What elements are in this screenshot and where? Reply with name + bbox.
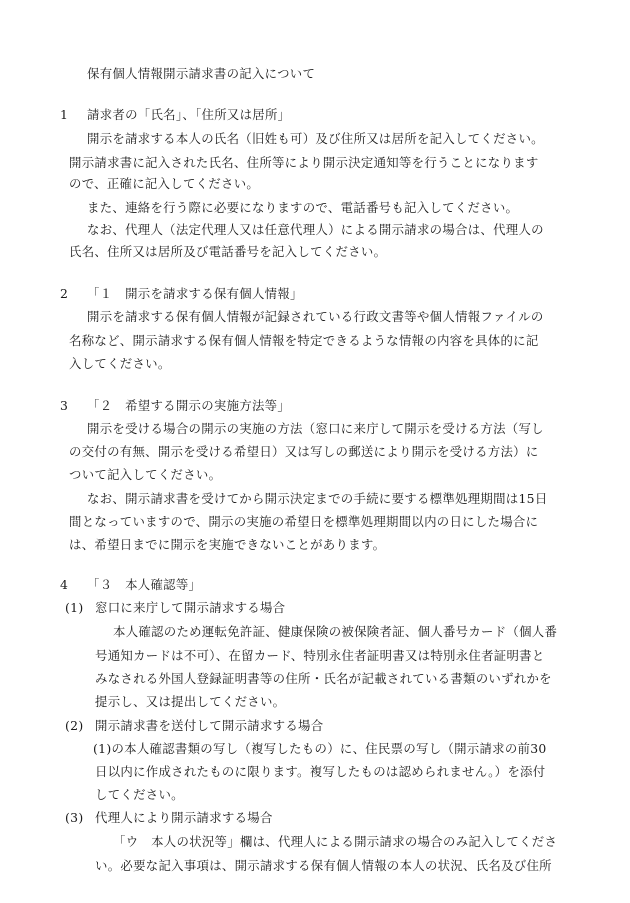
subsection-3-line: い。必要な記入事項は、開示請求する保有個人情報の本人の状況、氏名及び住所 — [95, 858, 552, 873]
subsection-2-line: してください。 — [95, 787, 184, 802]
section-4-number: 4 — [60, 577, 69, 592]
section-3-line: なお、開示請求書を受けてから開示決定までの手続に要する標準処理期間は15日 — [87, 491, 548, 506]
subsection-2-line: (1)の本人確認書類の写し（複写したもの）に、住民票の写し（開示請求の前30 — [93, 741, 547, 756]
section-1-line: 氏名、住所又は居所及び電話番号を記入してください。 — [69, 244, 387, 259]
section-1-line: ので、正確に記入してください。 — [69, 176, 260, 191]
section-1-line: なお、代理人（法定代理人又は任意代理人）による開示請求の場合は、代理人の — [87, 222, 544, 237]
section-2-number: 2 — [60, 286, 69, 301]
subsection-2-heading: 開示請求書を送付して開示請求する場合 — [95, 718, 324, 733]
section-1-line: また、連絡を行う際に必要になりますので、電話番号も記入してください。 — [87, 200, 519, 215]
section-3-heading: 「２ 希望する開示の実施方法等」 — [87, 398, 291, 413]
section-3-number: 3 — [60, 398, 69, 413]
section-3-line: の交付の有無、開示を受ける希望日）又は写しの郵送により開示を受ける方法）に — [69, 444, 539, 459]
section-1-heading: 請求者の「氏名」、「住所又は居所」 — [87, 107, 291, 122]
subsection-2-line: 日以内に作成されたものに限ります。複写したものは認められません。）を添付 — [95, 764, 546, 779]
subsection-1-number: (1) — [65, 600, 84, 615]
section-2-line: 開示を請求する保有個人情報が記録されている行政文書等や個人情報ファイルの — [87, 309, 544, 324]
section-2-line: 名称など、開示請求する保有個人情報を特定できるような情報の内容を具体的に記 — [69, 333, 539, 348]
subsection-1-line: みなされる外国人登録証明書等の住所・氏名が記載されている書類のいずれかを — [95, 671, 552, 686]
subsection-3-line: 「ウ 本人の状況等」欄は、代理人による開示請求の場合のみ記入してくださ — [113, 834, 558, 849]
page-title: 保有個人情報開示請求書の記入について — [87, 66, 316, 81]
section-3-line: ついて記入してください。 — [69, 467, 222, 482]
subsection-1-line: 号通知カードは不可）、在留カード、特別永住者証明書又は特別永住者証明書と — [95, 648, 545, 663]
section-3-line: 開示を受ける場合の開示の実施の方法（窓口に来庁して開示を受ける方法（写し — [87, 421, 544, 436]
subsection-2-number: (2) — [65, 718, 84, 733]
subsection-1-line: 提示し、又は提出してください。 — [95, 694, 286, 709]
section-1-line: 開示を請求する本人の氏名（旧姓も可）及び住所又は居所を記入してください。 — [87, 131, 544, 146]
subsection-3-number: (3) — [65, 810, 84, 825]
section-1-number: 1 — [60, 107, 69, 122]
section-3-line: 間となっていますので、開示の実施の希望日を標準処理期間以内の日にした場合に — [69, 514, 539, 529]
subsection-3-heading: 代理人により開示請求する場合 — [95, 810, 273, 825]
subsection-1-heading: 窓口に来庁して開示請求する場合 — [95, 600, 286, 615]
section-4-heading: 「３ 本人確認等」 — [87, 577, 202, 592]
subsection-1-line: 本人確認のため運転免許証、健康保険の被保険者証、個人番号カード（個人番 — [113, 624, 558, 639]
section-2-heading: 「１ 開示を請求する保有個人情報」 — [87, 286, 303, 301]
section-3-line: は、希望日までに開示を実施できないことがあります。 — [69, 537, 386, 552]
section-1-line: 開示請求書に記入された氏名、住所等により開示決定通知等を行うことになります — [69, 155, 539, 170]
section-2-line: 入してください。 — [69, 356, 171, 371]
